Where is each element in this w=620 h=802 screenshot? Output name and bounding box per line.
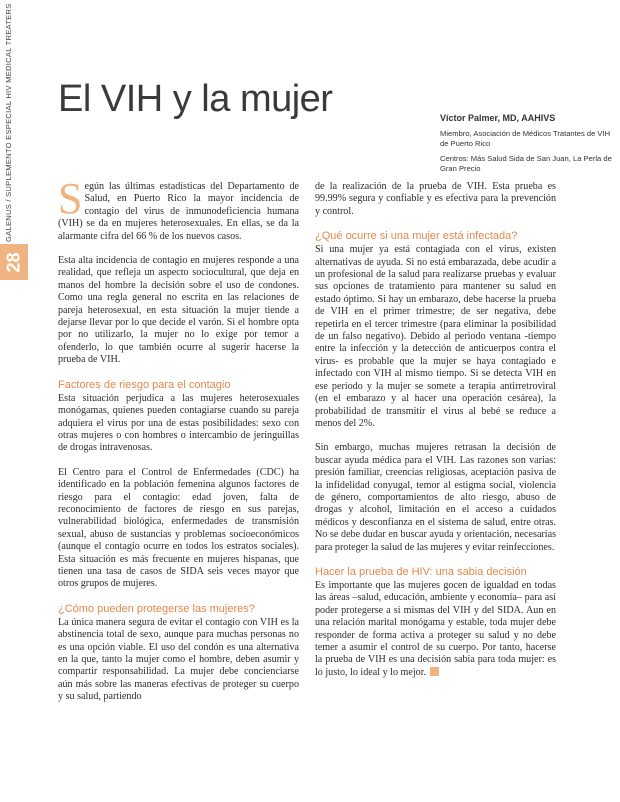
drop-cap: S xyxy=(58,174,83,223)
heading-testing: Hacer la prueba de HIV: una sabia decisión xyxy=(315,565,527,578)
page-number-text: 28 xyxy=(3,251,24,273)
heading-infected: ¿Qué ocurre si una mujer está infectada? xyxy=(315,230,518,243)
paragraph-protection-continued: de la realización de la prueba de VIH. Esta prueba es 99.99% segura y confiable y es efectiva para la prevención y control. xyxy=(315,181,556,217)
page-number xyxy=(0,244,28,280)
running-head xyxy=(2,3,16,242)
paragraph-delay: Sin embargo, muchas mujeres retrasan la decisión de buscar ayuda médica para el VIH. Las razones son varias: presión familiar, creencias religiosas, aceptación pasiva de la infidelidad conyugal, temor al estigma social, violencia de género, comportamientos de alto riesgo, abuso de drogas y alcohol, limitación en el acceso a cuidados médicos y desconfianza en el sistema de salud, entre otras. No se debe dudar en buscar ayuda y orientación, necesarias para proteger la salud de las mujeres y evitar reinfecciones. xyxy=(315,442,556,553)
column-right xyxy=(315,181,556,691)
running-head-text: GALENUS / SUPLEMENTO ESPECIAL HIV MEDICAL TREATERS xyxy=(4,3,13,242)
article-title: El VIH y la mujer xyxy=(58,78,333,120)
heading-protection: ¿Cómo pueden protegerse las mujeres? xyxy=(58,602,255,615)
paragraph-risk-2: El Centro para el Control de Enfermedades (CDC) ha identificado en la población femenina algunos factores de riesgo para el contagio: edad joven, falta de reconocimiento de factores de riesgo en sus parejas, vulnerabilidad biológica, enfermedades de transmisión sexual, abuso de sustancias y problemas socioeconómicos (aunque el contagio ocurre en todos los estratos sociales). Esta situación es más frecuente en mujeres hispanas, que tienen una tasa de casos de SIDA seis veces mayor que otros grupos de mujeres. xyxy=(58,466,299,590)
paragraph-risk-1: Esta situación perjudica a las mujeres heterosexuales monógamas, quienes pueden contagiarse cuando su pareja adquiera el virus por una de estas posibilidades: sexo con otras mujeres o con hombres o intercambio de jeringuillas de drogas intravenosas. xyxy=(58,392,299,454)
intro-paragraph xyxy=(58,174,299,243)
paragraph-testing xyxy=(315,580,556,679)
intro-text: egún las últimas estadísticas del Departamento de Salud, en Puerto Rico la mayor incidencia de contagio del virus de inmunodeficiencia humana (VIH) se da en mujeres heterosexuales. En ellas, se da la alarmante cifra del 66 % de los nuevos casos. xyxy=(58,181,299,242)
heading-risk-factors: Factores de riesgo para el contagio xyxy=(58,378,231,391)
testing-text: Es importante que las mujeres gocen de igualdad en todas las áreas –salud, educación, ambiente y economía– para así poder protegerse a sí mismas del VIH y del SIDA. Aun en una relación marital monógama y estable, toda mujer debe responder de forma activa a proteger su salud y no debe temer a asumir el control de su cuerpo. Por tanto, hacerse la prueba de VIH es una decisión sabia para toda mujer: es lo justo, lo ideal y lo mejor. xyxy=(315,579,556,678)
author-centers: Centros: Más Salud Sida de San Juan, La Perla de Gran Precio xyxy=(440,154,612,173)
byline xyxy=(440,113,615,179)
author-affiliation: Miembro, Asociación de Médicos Tratantes de VIH de Puerto Rico xyxy=(440,129,611,148)
paragraph-incidence: Esta alta incidencia de contagio en mujeres responde a una realidad, que refleja un aspecto sociocultural, que deja en manos del hombre la decisión sobre el uso de condones. Como una regla general no escrita en las relaciones de pareja heterosexual, en esta situación la mujer tiende a dejarse llevar por lo que decide el varón. Si el hombre opta por no utilizarlo, la mujer no lo exige por temor a ofenderlo, lo que también ocurre al sugerir hacerse la prueba de VIH. xyxy=(58,255,299,366)
column-left xyxy=(58,174,299,716)
paragraph-protection: La única manera segura de evitar el contagio con VIH es la abstinencia total de sexo, aunque para muchas personas no es una opción viable. El uso del condón es una alternativa en la que, tanto la mujer como el hombre, deben asumir y compartir responsabilidad. La mujer debe concienciarse aún más sobre las maneras efectivas de proteger su cuerpo y su salud, partiendo xyxy=(58,616,299,703)
end-mark-icon xyxy=(430,667,439,676)
paragraph-infected: Si una mujer ya está contagiada con el virus, existen alternativas de ayuda. Si no está embarazada, debe acudir a un profesional de la salud para realizarse pruebas y evaluar sus opciones de tratamiento para mantener su salud en estado óptimo. Si hay un embarazo, debe hacerse la prueba de VIH en el primer trimestre; de ser negativa, debe repetirla en el tercer trimestre (para eliminar la posibilidad de un falso negativo). Debido al periodo ventana -tiempo entre la infección y la detección de anticuerpos contra el virus- es probable que la mujer se haya contagiado e infectado con VIH al mismo tiempo. Si se detecta VIH en ese período y la mujer se somete a terapia antirretroviral (en el embarazo y al hacer una operación cesárea), la probabilidad de transmitir el virus al bebé se reduce a menos del 2%. xyxy=(315,244,556,429)
author-name: Víctor Palmer, MD, AAHIVS xyxy=(440,113,556,123)
